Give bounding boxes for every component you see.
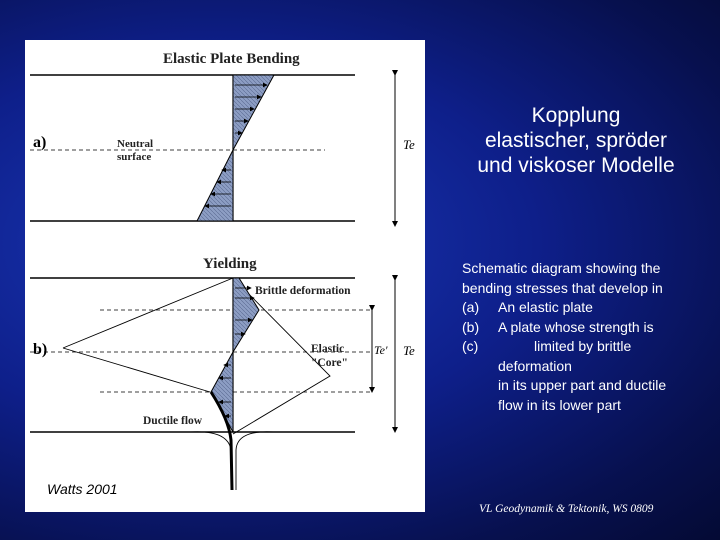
panel-a-title: Elastic Plate Bending	[163, 51, 300, 67]
panel-a-tension-fill	[233, 75, 274, 150]
panel-a-label: a)	[33, 134, 47, 151]
list-marker: (a)	[462, 299, 480, 315]
list-text-continued: in its upper part and ductile	[498, 377, 667, 393]
title-line: elastischer, spröder	[484, 129, 668, 152]
elastic-label-line1: Elastic	[311, 343, 345, 355]
panel-b-thickness-label: Te	[403, 343, 415, 358]
stress-diagram-figure	[25, 40, 425, 512]
elastic-label-line2: "Core"	[311, 357, 348, 369]
description	[462, 259, 712, 415]
panel-b-title: Yielding	[203, 256, 257, 272]
citation: Watts 2001	[47, 481, 118, 497]
ductile-curve-right	[236, 432, 273, 490]
ductile-curve-left	[191, 432, 231, 490]
list-marker: (b)	[462, 318, 480, 335]
list-text: An elastic plate	[498, 299, 593, 315]
panel-a-thickness-label: Te	[403, 137, 415, 152]
list-marker: (c)	[462, 338, 479, 354]
slide-title	[440, 103, 712, 178]
list-item	[462, 337, 712, 357]
course-footer: VL Geodynamik & Tektonik, WS 0809	[479, 503, 654, 515]
list-text-continued: deformation	[498, 357, 572, 374]
neutral-label-line2: surface	[117, 151, 152, 163]
title-line: und viskoser Modelle	[477, 154, 675, 177]
list-text: limited by brittle	[534, 338, 632, 354]
elastic-envelope	[63, 278, 330, 434]
panel-a-compression-fill	[197, 150, 233, 221]
description-intro	[462, 259, 712, 298]
list-item	[462, 298, 712, 318]
neutral-label-line1: Neutral	[117, 138, 154, 150]
list-item	[462, 318, 712, 338]
title-line: Kopplung	[531, 104, 621, 127]
ductile-label: Ductile flow	[143, 415, 203, 427]
panel-b-label: b)	[33, 341, 48, 358]
list-text: A plate whose strength is	[498, 318, 654, 335]
panel-b-ductile-fill	[211, 352, 233, 432]
effective-thickness-label: Te'	[374, 343, 388, 357]
stress-diagram	[25, 40, 425, 512]
brittle-label: Brittle deformation	[255, 285, 351, 297]
list-text-continued: flow in its lower part	[498, 396, 621, 413]
envelope-lower-left	[63, 348, 210, 392]
intro-line: Schematic diagram showing the	[462, 260, 661, 276]
intro-line: bending stresses that develop in	[462, 279, 663, 296]
